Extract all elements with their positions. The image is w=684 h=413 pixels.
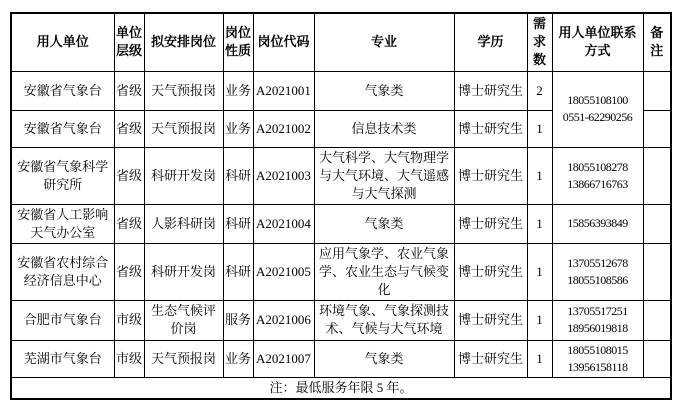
- cell-post-code: A2021007: [253, 340, 314, 377]
- header-row: [11, 13, 671, 71]
- cell-post-nature: 业务: [223, 71, 253, 110]
- table-row: [11, 243, 671, 300]
- cell-remark: [643, 71, 671, 110]
- header-major: 专业: [314, 13, 454, 71]
- table-row: [11, 300, 671, 340]
- cell-education: 博士研究生: [454, 340, 527, 377]
- contact-phone: 18055108100: [567, 93, 628, 107]
- cell-major: 气象类: [314, 71, 454, 110]
- cell-major: 环境气象、气象探测技术、气候与大气环境: [314, 300, 454, 340]
- cell-demand-count: 1: [527, 340, 552, 377]
- cell-post-nature: 业务: [223, 110, 253, 147]
- cell-demand-count: 2: [527, 71, 552, 110]
- cell-unit-level: 省级: [114, 147, 144, 204]
- cell-education: 博士研究生: [454, 71, 527, 110]
- header-remark: 备注: [643, 13, 671, 71]
- note-row: [11, 377, 671, 399]
- recruitment-table: [10, 12, 672, 400]
- contact-phone: 0551-62290256: [562, 110, 633, 124]
- cell-demand-count: 1: [527, 243, 552, 300]
- cell-unit-level: 省级: [114, 71, 144, 110]
- contact-phone: 13705517251: [567, 304, 628, 318]
- cell-post-nature: 科研: [223, 243, 253, 300]
- contact-phone: 18055108015: [567, 342, 628, 357]
- contact-phone: 18956019818: [567, 321, 628, 335]
- cell-employer: 安徽省气象台: [11, 71, 114, 110]
- cell-unit-level: 省级: [114, 204, 144, 243]
- cell-major: 气象类: [314, 340, 454, 377]
- cell-major: 信息技术类: [314, 110, 454, 147]
- cell-post-nature: 业务: [223, 340, 253, 377]
- cell-remark: [643, 340, 671, 377]
- cell-employer: 芜湖市气象台: [11, 340, 114, 377]
- cell-post-code: A2021006: [253, 300, 314, 340]
- table-row: [11, 71, 671, 110]
- contact-phone: 18055108278: [567, 159, 628, 174]
- cell-post-code: A2021004: [253, 204, 314, 243]
- cell-education: 博士研究生: [454, 204, 527, 243]
- cell-post-nature: 科研: [223, 147, 253, 204]
- contact-phone: 13956158118: [567, 359, 628, 374]
- cell-employer: 安徽省农村综合经济信息中心: [11, 243, 114, 300]
- cell-planned-post: 天气预报岗: [144, 110, 223, 147]
- cell-post-code: A2021003: [253, 147, 314, 204]
- cell-remark: [643, 147, 671, 204]
- contact-phone: 13705512678: [567, 255, 628, 270]
- cell-planned-post: 天气预报岗: [144, 340, 223, 377]
- cell-remark: [643, 243, 671, 300]
- cell-post-nature: 服务: [223, 300, 253, 340]
- cell-major: 气象类: [314, 204, 454, 243]
- cell-contact: [552, 147, 643, 204]
- table-row: [11, 340, 671, 377]
- cell-education: 博士研究生: [454, 300, 527, 340]
- cell-employer: 合肥市气象台: [11, 300, 114, 340]
- cell-planned-post: 人影科研岗: [144, 204, 223, 243]
- cell-contact: [552, 204, 643, 243]
- cell-post-code: A2021001: [253, 71, 314, 110]
- cell-contact: [552, 340, 643, 377]
- cell-demand-count: 1: [527, 147, 552, 204]
- cell-major: 大气科学、大气物理学与大气环境、大气遥感与大气探测: [314, 147, 454, 204]
- cell-remark: [643, 110, 671, 147]
- header-demand-count: 需求数: [527, 13, 552, 71]
- cell-remark: [643, 300, 671, 340]
- cell-unit-level: 市级: [114, 340, 144, 377]
- cell-unit-level: 省级: [114, 243, 144, 300]
- header-contact: 用人单位联系方式: [552, 13, 643, 71]
- cell-education: 博士研究生: [454, 243, 527, 300]
- cell-employer: 安徽省气象科学研究所: [11, 147, 114, 204]
- contact-phone: 13866716763: [567, 176, 628, 191]
- cell-demand-count: 1: [527, 110, 552, 147]
- cell-post-code: A2021005: [253, 243, 314, 300]
- header-education: 学历: [454, 13, 527, 71]
- header-employer: 用人单位: [11, 13, 114, 71]
- cell-planned-post: 科研开发岗: [144, 147, 223, 204]
- contact-phone: 15856393849: [567, 216, 628, 230]
- table-row: [11, 147, 671, 204]
- cell-unit-level: 市级: [114, 300, 144, 340]
- cell-demand-count: 1: [527, 300, 552, 340]
- cell-post-nature: 科研: [223, 204, 253, 243]
- cell-post-code: A2021002: [253, 110, 314, 147]
- header-planned-post: 拟安排岗位: [144, 13, 223, 71]
- cell-employer: 安徽省人工影响天气办公室: [11, 204, 114, 243]
- cell-remark: [643, 204, 671, 243]
- contact-phone: 18055108586: [567, 272, 628, 287]
- cell-contact: [552, 243, 643, 300]
- cell-employer: 安徽省气象台: [11, 110, 114, 147]
- cell-unit-level: 省级: [114, 110, 144, 147]
- header-post-nature: 岗位性质: [223, 13, 253, 71]
- table-row: [11, 204, 671, 243]
- service-years-note: 注：最低服务年限 5 年。: [11, 377, 671, 399]
- cell-education: 博士研究生: [454, 110, 527, 147]
- cell-planned-post: 生态气候评价岗: [144, 300, 223, 340]
- header-unit-level: 单位层级: [114, 13, 144, 71]
- cell-planned-post: 科研开发岗: [144, 243, 223, 300]
- cell-demand-count: 1: [527, 204, 552, 243]
- cell-education: 博士研究生: [454, 147, 527, 204]
- cell-major: 应用气象学、农业气象学、农业生态与气候变化: [314, 243, 454, 300]
- header-post-code: 岗位代码: [253, 13, 314, 71]
- cell-contact: [552, 300, 643, 340]
- cell-contact: [552, 71, 643, 147]
- cell-planned-post: 天气预报岗: [144, 71, 223, 110]
